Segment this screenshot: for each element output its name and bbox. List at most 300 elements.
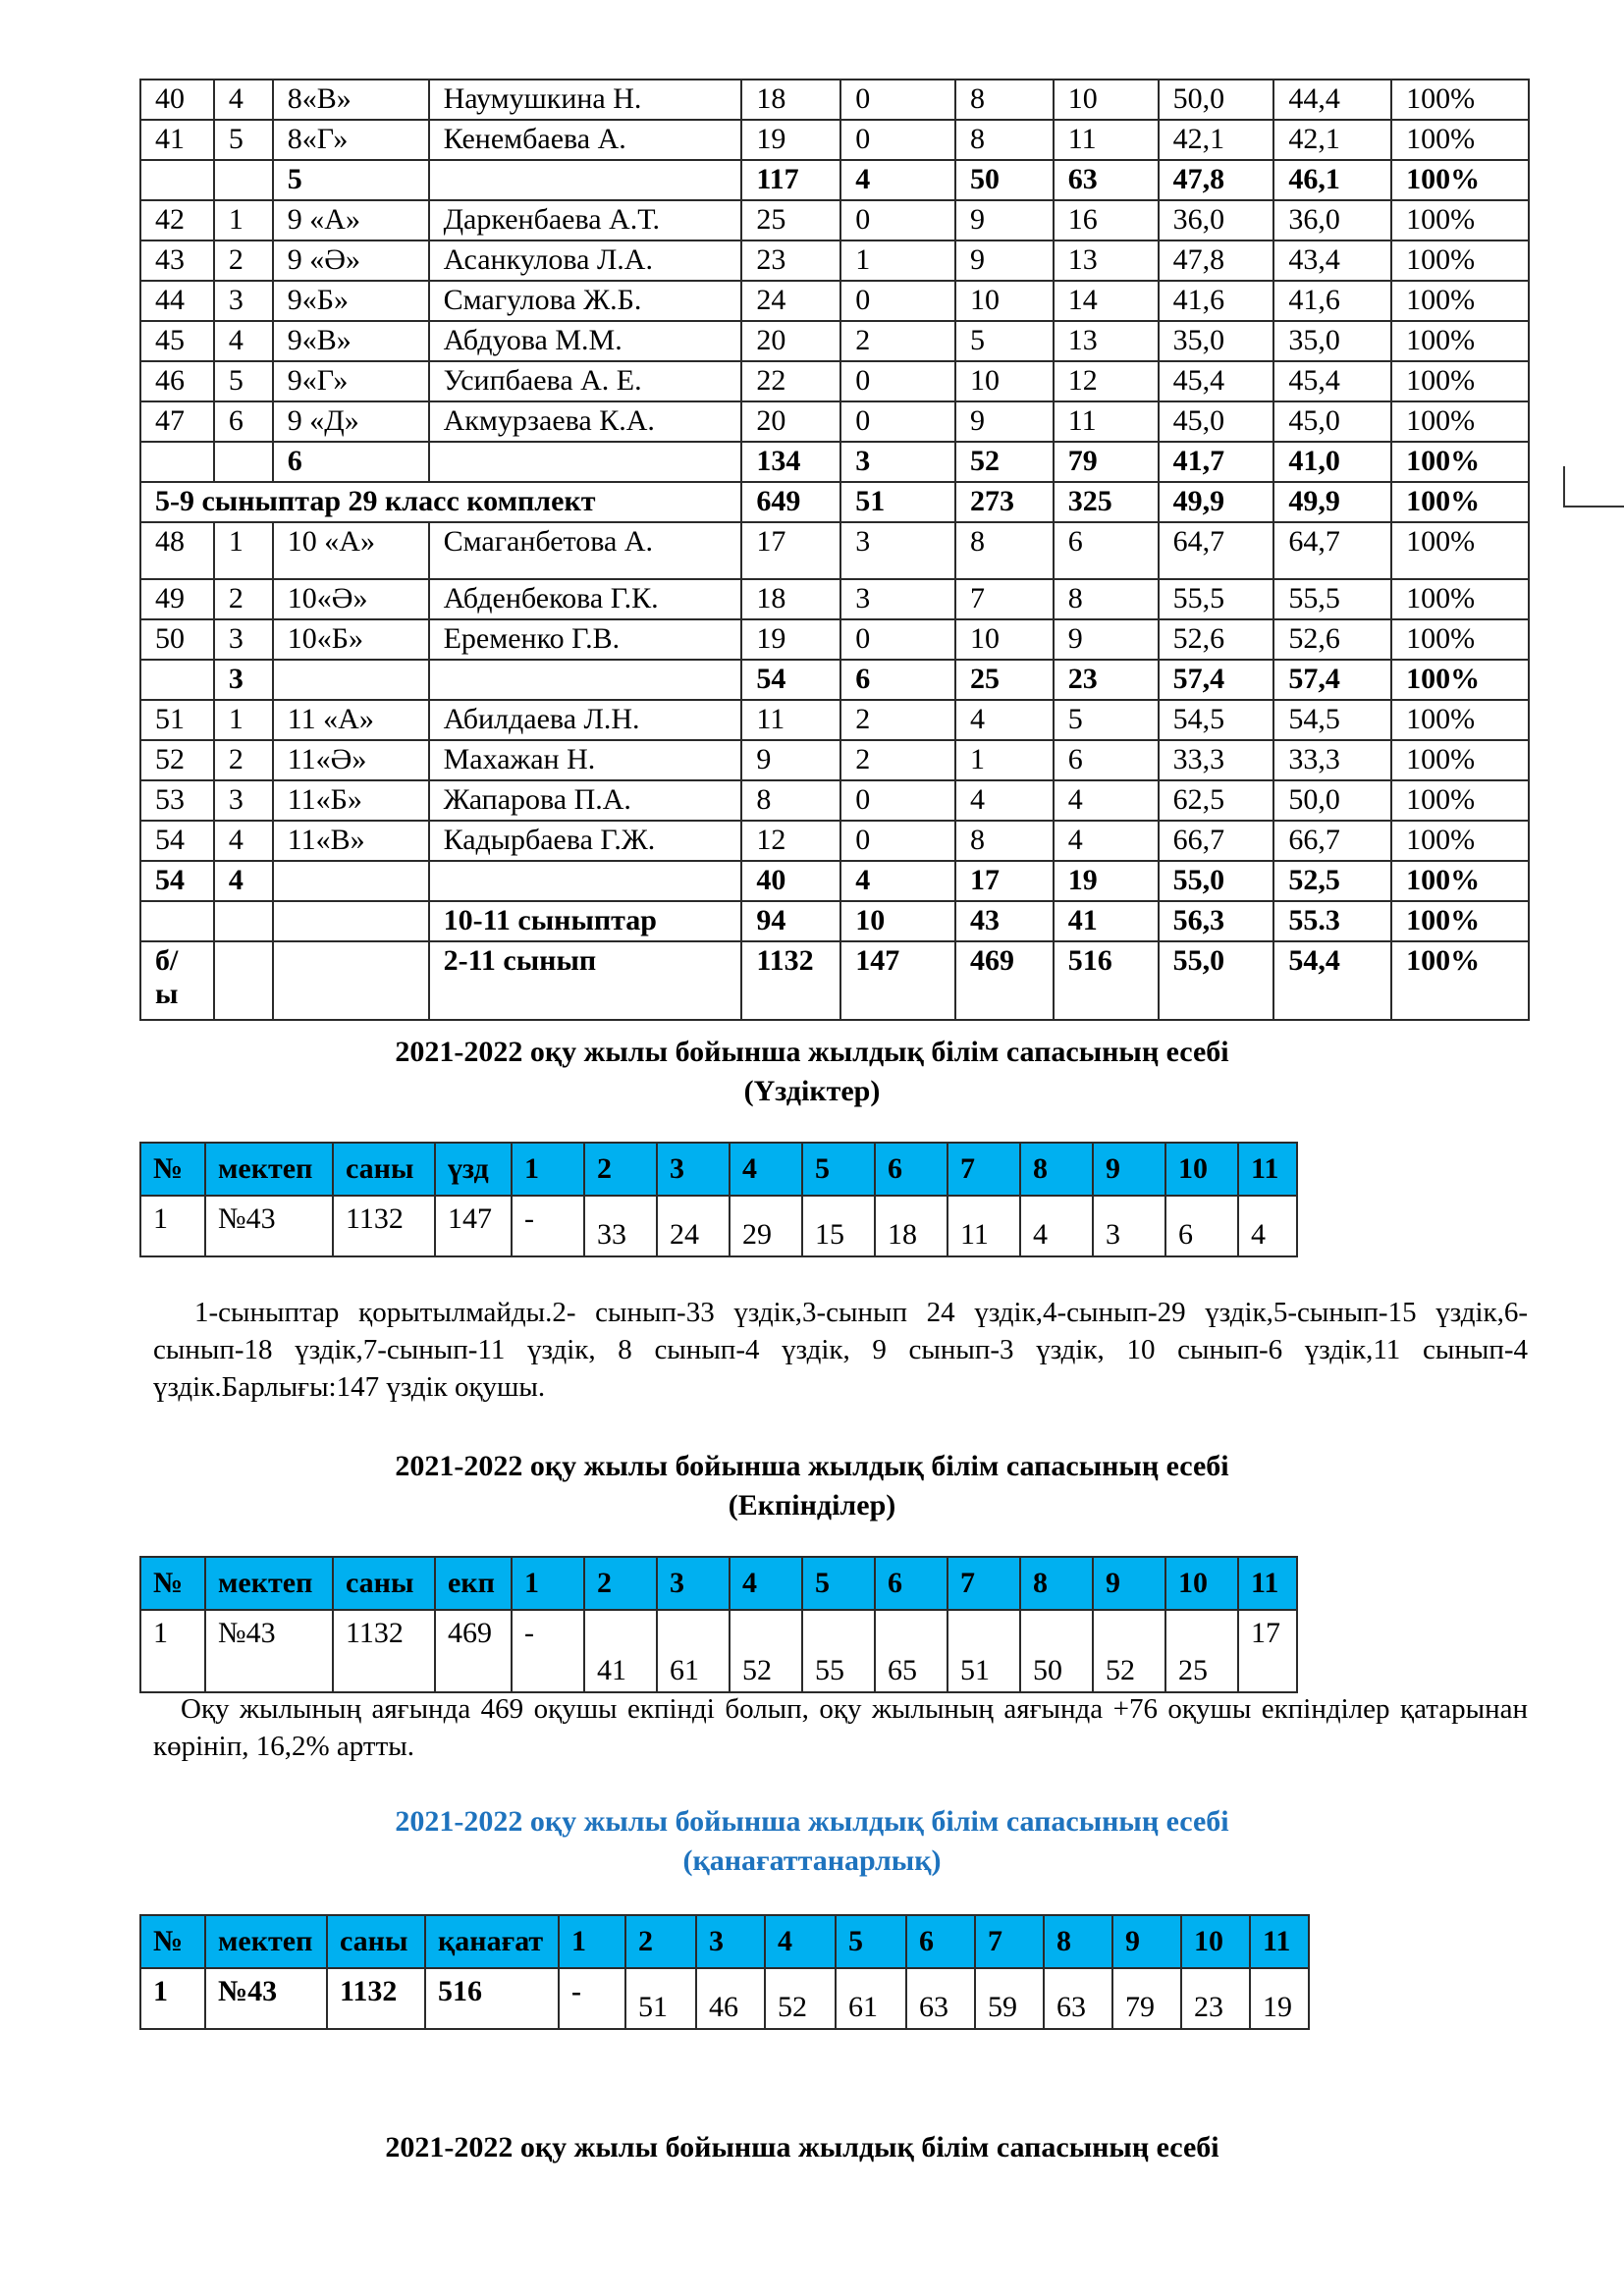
cell-progress: 55,0 bbox=[1159, 941, 1274, 1020]
grand-total-row bbox=[140, 941, 1529, 1020]
total-abbr-2: ы bbox=[155, 978, 179, 1010]
cell-satisfactory: 4 bbox=[1054, 821, 1159, 861]
cell-satisfactory: 11 bbox=[1054, 401, 1159, 442]
cell-quality: 50,0 bbox=[1273, 780, 1391, 821]
cell-cls: 9«Б» bbox=[273, 281, 429, 321]
cell-n: 51 bbox=[140, 700, 214, 740]
cell-n: 41 bbox=[140, 120, 214, 160]
cell-satisfactory: 4 bbox=[1054, 780, 1159, 821]
column-header: екп bbox=[435, 1557, 512, 1610]
table-row bbox=[140, 80, 1529, 120]
cell-quality: 54,5 bbox=[1273, 700, 1391, 740]
column-header: 6 bbox=[875, 1557, 947, 1610]
table-row bbox=[140, 780, 1529, 821]
cell-n: 44 bbox=[140, 281, 214, 321]
cell-good: 10 bbox=[955, 361, 1054, 401]
column-header: саны bbox=[327, 1915, 425, 1968]
column-header: 7 bbox=[947, 1143, 1020, 1196]
cell-excellent: 0 bbox=[840, 401, 955, 442]
subtotal-row bbox=[140, 660, 1529, 700]
cell-satisfactory: 12 bbox=[1054, 361, 1159, 401]
table-cell: 18 bbox=[875, 1196, 947, 1256]
cell-cls: 8«В» bbox=[273, 80, 429, 120]
table-cell: 19 bbox=[1250, 1968, 1309, 2029]
cell-quality: 43,4 bbox=[1273, 240, 1391, 281]
table-cell: №43 bbox=[205, 1968, 327, 2029]
cell-progress: 45,4 bbox=[1159, 361, 1274, 401]
cell-i: 4 bbox=[214, 80, 273, 120]
cell-satisfactory: 325 bbox=[1054, 482, 1159, 522]
cell-quality: 44,4 bbox=[1273, 80, 1391, 120]
cell-satisfactory: 9 bbox=[1054, 619, 1159, 660]
table-row bbox=[140, 700, 1529, 740]
column-header: 3 bbox=[696, 1915, 765, 1968]
cell-total: 1132 bbox=[741, 941, 840, 1020]
cell-teacher: Даркенбаева А.Т. bbox=[429, 200, 742, 240]
cell-n: 49 bbox=[140, 579, 214, 619]
cell-success: 100% bbox=[1391, 901, 1529, 941]
cell-teacher bbox=[429, 660, 742, 700]
cell-success: 100% bbox=[1391, 361, 1529, 401]
cell-total: 23 bbox=[741, 240, 840, 281]
cell-i: 3 bbox=[214, 619, 273, 660]
cell-cls: 8«Г» bbox=[273, 120, 429, 160]
cell-good: 469 bbox=[955, 941, 1054, 1020]
cell-progress: 36,0 bbox=[1159, 200, 1274, 240]
cell-teacher: Усипбаева А. Е. bbox=[429, 361, 742, 401]
column-header: 4 bbox=[730, 1557, 802, 1610]
column-header: 5 bbox=[802, 1143, 875, 1196]
column-header: 7 bbox=[947, 1557, 1020, 1610]
table-row bbox=[140, 200, 1529, 240]
column-header: 1 bbox=[512, 1557, 584, 1610]
cell-satisfactory: 14 bbox=[1054, 281, 1159, 321]
cell-progress: 64,7 bbox=[1159, 522, 1274, 579]
cell-success: 100% bbox=[1391, 442, 1529, 482]
cell-n: 47 bbox=[140, 401, 214, 442]
cell-cls: 9 «Ә» bbox=[273, 240, 429, 281]
cell-quality: 49,9 bbox=[1273, 482, 1391, 522]
table-row bbox=[140, 1610, 1297, 1692]
cell-total: 40 bbox=[741, 861, 840, 901]
cell-success: 100% bbox=[1391, 780, 1529, 821]
table-cell: 17 bbox=[1238, 1610, 1297, 1692]
good-title: 2021-2022 оқу жылы бойынша жылдық білім сапасының есебі bbox=[395, 1450, 1229, 1482]
table-row bbox=[140, 321, 1529, 361]
cell-total: 20 bbox=[741, 321, 840, 361]
cell-satisfactory: 6 bbox=[1054, 740, 1159, 780]
cell-total: 24 bbox=[741, 281, 840, 321]
class-results-table bbox=[139, 79, 1530, 1021]
summary-label: 5-9 сыныптар 29 класс комплект bbox=[140, 482, 741, 522]
column-header: қанағат bbox=[425, 1915, 559, 1968]
column-header: мектеп bbox=[205, 1557, 333, 1610]
cell-satisfactory: 13 bbox=[1054, 321, 1159, 361]
summary-row-5-9 bbox=[140, 482, 1529, 522]
cell-good: 5 bbox=[955, 321, 1054, 361]
table-cell: 51 bbox=[625, 1968, 696, 2029]
cell-success: 100% bbox=[1391, 700, 1529, 740]
cell-quality: 36,0 bbox=[1273, 200, 1391, 240]
cell-progress: 41,7 bbox=[1159, 442, 1274, 482]
cell-i: 6 bbox=[214, 401, 273, 442]
column-header: 3 bbox=[657, 1143, 730, 1196]
cell-success: 100% bbox=[1391, 579, 1529, 619]
cell-quality: 52,6 bbox=[1273, 619, 1391, 660]
cell-i: 5 bbox=[214, 361, 273, 401]
cell-good: 43 bbox=[955, 901, 1054, 941]
section-title-satisfactory bbox=[0, 1802, 1624, 1881]
cell-i: 1 bbox=[214, 700, 273, 740]
cell-good: 52 bbox=[955, 442, 1054, 482]
column-header: 10 bbox=[1181, 1915, 1250, 1968]
cell-excellent: 0 bbox=[840, 780, 955, 821]
cell-good: 9 bbox=[955, 401, 1054, 442]
cell-satisfactory: 5 bbox=[1054, 700, 1159, 740]
cell-total: 94 bbox=[741, 901, 840, 941]
cell-n bbox=[140, 901, 214, 941]
table-row bbox=[140, 579, 1529, 619]
cell-quality: 46,1 bbox=[1273, 160, 1391, 200]
cell-good: 9 bbox=[955, 200, 1054, 240]
table-row bbox=[140, 401, 1529, 442]
cell-n: 43 bbox=[140, 240, 214, 281]
cell-teacher: Абденбекова Г.К. bbox=[429, 579, 742, 619]
cell-excellent: 2 bbox=[840, 740, 955, 780]
cell-i: 4 bbox=[214, 321, 273, 361]
cell-excellent: 0 bbox=[840, 361, 955, 401]
excellent-title: 2021-2022 оқу жылы бойынша жылдық білім сапасының есебі bbox=[395, 1036, 1229, 1068]
column-header: 5 bbox=[836, 1915, 906, 1968]
column-header: № bbox=[140, 1915, 205, 1968]
cell-total: 11 bbox=[741, 700, 840, 740]
satisfactory-table bbox=[139, 1914, 1310, 2030]
column-header: 1 bbox=[559, 1915, 625, 1968]
table-row bbox=[140, 1968, 1309, 2029]
cell-teacher bbox=[429, 442, 742, 482]
excellent-table bbox=[139, 1142, 1298, 1257]
column-header: 8 bbox=[1044, 1915, 1112, 1968]
column-header: саны bbox=[333, 1557, 435, 1610]
column-header: 9 bbox=[1093, 1143, 1165, 1196]
cell-progress: 35,0 bbox=[1159, 321, 1274, 361]
cell-success: 100% bbox=[1391, 861, 1529, 901]
cell-success: 100% bbox=[1391, 522, 1529, 579]
cell-cls: 5 bbox=[273, 160, 429, 200]
cell-total: 19 bbox=[741, 619, 840, 660]
column-header: 10 bbox=[1165, 1557, 1238, 1610]
cell-satisfactory: 516 bbox=[1054, 941, 1159, 1020]
cell-satisfactory: 23 bbox=[1054, 660, 1159, 700]
cell-success: 100% bbox=[1391, 160, 1529, 200]
satisfactory-subtitle: (қанағаттанарлық) bbox=[682, 1844, 942, 1877]
table-cell: 59 bbox=[975, 1968, 1044, 2029]
column-header: 5 bbox=[802, 1557, 875, 1610]
cell-good: 8 bbox=[955, 522, 1054, 579]
cell-progress: 55,0 bbox=[1159, 861, 1274, 901]
cell-excellent: 147 bbox=[840, 941, 955, 1020]
table-cell: 29 bbox=[730, 1196, 802, 1256]
column-header: № bbox=[140, 1143, 205, 1196]
cell-i bbox=[214, 941, 273, 1020]
cell-cls: 10 «А» bbox=[273, 522, 429, 579]
header-row bbox=[140, 1143, 1297, 1196]
cell-quality: 35,0 bbox=[1273, 321, 1391, 361]
table-cell: - bbox=[512, 1196, 584, 1256]
cell-excellent: 2 bbox=[840, 321, 955, 361]
cell-good: 7 bbox=[955, 579, 1054, 619]
table-row bbox=[140, 361, 1529, 401]
cell-satisfactory: 11 bbox=[1054, 120, 1159, 160]
cell-quality: 54,4 bbox=[1273, 941, 1391, 1020]
table-cell: 3 bbox=[1093, 1196, 1165, 1256]
cell-n bbox=[140, 160, 214, 200]
table-cell: 61 bbox=[657, 1610, 730, 1692]
column-header: 10 bbox=[1165, 1143, 1238, 1196]
excellent-subtitle: (Үздіктер) bbox=[743, 1075, 881, 1107]
table-cell: 1132 bbox=[333, 1610, 435, 1692]
header-row bbox=[140, 1557, 1297, 1610]
cell-progress: 45,0 bbox=[1159, 401, 1274, 442]
cell-excellent: 3 bbox=[840, 522, 955, 579]
table-row bbox=[140, 240, 1529, 281]
cell-teacher: 2-11 сынып bbox=[429, 941, 742, 1020]
table-row bbox=[140, 120, 1529, 160]
cell-excellent: 10 bbox=[840, 901, 955, 941]
cell-n: 46 bbox=[140, 361, 214, 401]
table-cell: 11 bbox=[947, 1196, 1020, 1256]
cell-excellent: 4 bbox=[840, 160, 955, 200]
cell-i: 3 bbox=[214, 780, 273, 821]
table-cell: 41 bbox=[584, 1610, 657, 1692]
cell-i bbox=[214, 160, 273, 200]
column-header: саны bbox=[333, 1143, 435, 1196]
cell-cls: 11 «А» bbox=[273, 700, 429, 740]
cell-i: 2 bbox=[214, 240, 273, 281]
cell-excellent: 6 bbox=[840, 660, 955, 700]
cell-success: 100% bbox=[1391, 619, 1529, 660]
cell-teacher: Смагулова Ж.Б. bbox=[429, 281, 742, 321]
cell-progress: 57,4 bbox=[1159, 660, 1274, 700]
cell-excellent: 3 bbox=[840, 579, 955, 619]
table-cell: №43 bbox=[205, 1196, 333, 1256]
table-cell: 61 bbox=[836, 1968, 906, 2029]
cell-i bbox=[214, 442, 273, 482]
cell-quality: 42,1 bbox=[1273, 120, 1391, 160]
cell-i: 4 bbox=[214, 861, 273, 901]
column-header: 8 bbox=[1020, 1143, 1093, 1196]
cell-n: 50 bbox=[140, 619, 214, 660]
cell-i: 1 bbox=[214, 522, 273, 579]
cell-quality: 45,0 bbox=[1273, 401, 1391, 442]
table-cell: 55 bbox=[802, 1610, 875, 1692]
cell-progress: 33,3 bbox=[1159, 740, 1274, 780]
cell-cls bbox=[273, 660, 429, 700]
column-header: 2 bbox=[625, 1915, 696, 1968]
cell-excellent: 4 bbox=[840, 861, 955, 901]
cell-success: 100% bbox=[1391, 321, 1529, 361]
table-row bbox=[140, 281, 1529, 321]
cell-total: 9 bbox=[741, 740, 840, 780]
cell-i: 5 bbox=[214, 120, 273, 160]
cell-excellent: 0 bbox=[840, 281, 955, 321]
cell-satisfactory: 79 bbox=[1054, 442, 1159, 482]
cell-excellent: 3 bbox=[840, 442, 955, 482]
column-header: мектеп bbox=[205, 1915, 327, 1968]
cell-satisfactory: 63 bbox=[1054, 160, 1159, 200]
cell-progress: 54,5 bbox=[1159, 700, 1274, 740]
cell-satisfactory: 8 bbox=[1054, 579, 1159, 619]
cell-cls bbox=[273, 861, 429, 901]
cell-excellent: 0 bbox=[840, 80, 955, 120]
cell-satisfactory: 16 bbox=[1054, 200, 1159, 240]
cell-good: 4 bbox=[955, 780, 1054, 821]
cell-teacher: Смаганбетова А. bbox=[429, 522, 742, 579]
cell-progress: 49,9 bbox=[1159, 482, 1274, 522]
next-title: 2021-2022 оқу жылы бойынша жылдық білім сапасының есебі bbox=[385, 2131, 1219, 2163]
subtotal-row bbox=[140, 901, 1529, 941]
table-cell: 50 bbox=[1020, 1610, 1093, 1692]
cell-satisfactory: 41 bbox=[1054, 901, 1159, 941]
cell-total: 134 bbox=[741, 442, 840, 482]
table-cell: 1132 bbox=[327, 1968, 425, 2029]
cell-total: 649 bbox=[741, 482, 840, 522]
column-header: 1 bbox=[512, 1143, 584, 1196]
section-title-excellent bbox=[0, 1033, 1624, 1111]
good-subtitle: (Екпінділер) bbox=[728, 1489, 896, 1522]
cell-teacher bbox=[429, 160, 742, 200]
table-row bbox=[140, 740, 1529, 780]
cell-good: 50 bbox=[955, 160, 1054, 200]
corner-mark bbox=[1563, 466, 1624, 507]
cell-quality: 52,5 bbox=[1273, 861, 1391, 901]
total-abbr-1: б/ bbox=[155, 944, 179, 977]
cell-teacher: Кадырбаева Г.Ж. bbox=[429, 821, 742, 861]
cell-good: 4 bbox=[955, 700, 1054, 740]
cell-quality: 64,7 bbox=[1273, 522, 1391, 579]
table-row bbox=[140, 1196, 1297, 1256]
cell-teacher bbox=[429, 861, 742, 901]
column-header: 6 bbox=[906, 1915, 975, 1968]
cell-success: 100% bbox=[1391, 401, 1529, 442]
cell-n: 40 bbox=[140, 80, 214, 120]
cell-quality: 41,6 bbox=[1273, 281, 1391, 321]
cell-total: 19 bbox=[741, 120, 840, 160]
cell-success: 100% bbox=[1391, 200, 1529, 240]
cell-cls: 11«Б» bbox=[273, 780, 429, 821]
cell-n bbox=[140, 941, 214, 1020]
cell-cls: 9«Г» bbox=[273, 361, 429, 401]
cell-cls: 6 bbox=[273, 442, 429, 482]
table-cell: 46 bbox=[696, 1968, 765, 2029]
cell-good: 9 bbox=[955, 240, 1054, 281]
cell-i bbox=[214, 901, 273, 941]
table-cell: 516 bbox=[425, 1968, 559, 2029]
good-table bbox=[139, 1556, 1298, 1693]
cell-good: 273 bbox=[955, 482, 1054, 522]
column-header: 2 bbox=[584, 1143, 657, 1196]
good-note: Оқу жылының аяғында 469 оқушы екпінді болып, оқу жылының аяғында +76 оқушы екпінділер қатарынан көрініп, 16,2% артты. bbox=[153, 1693, 1528, 1762]
column-header: 9 bbox=[1112, 1915, 1181, 1968]
table-cell: 51 bbox=[947, 1610, 1020, 1692]
cell-total: 12 bbox=[741, 821, 840, 861]
cell-total: 20 bbox=[741, 401, 840, 442]
cell-i: 2 bbox=[214, 579, 273, 619]
table-cell: 63 bbox=[906, 1968, 975, 2029]
cell-n: 54 bbox=[140, 861, 214, 901]
column-header: 8 bbox=[1020, 1557, 1093, 1610]
cell-cls: 11«В» bbox=[273, 821, 429, 861]
cell-quality: 66,7 bbox=[1273, 821, 1391, 861]
cell-i: 1 bbox=[214, 200, 273, 240]
cell-cls: 9«В» bbox=[273, 321, 429, 361]
column-header: 7 bbox=[975, 1915, 1044, 1968]
table-cell: 1132 bbox=[333, 1196, 435, 1256]
cell-teacher: Асанкулова Л.А. bbox=[429, 240, 742, 281]
table-cell: 4 bbox=[1020, 1196, 1093, 1256]
table-cell: - bbox=[559, 1968, 625, 2029]
cell-i: 4 bbox=[214, 821, 273, 861]
header-row bbox=[140, 1915, 1309, 1968]
cell-cls: 10«Б» bbox=[273, 619, 429, 660]
cell-quality: 57,4 bbox=[1273, 660, 1391, 700]
cell-i: 3 bbox=[214, 660, 273, 700]
table-cell: 1 bbox=[140, 1196, 205, 1256]
cell-success: 100% bbox=[1391, 482, 1529, 522]
cell-satisfactory: 19 bbox=[1054, 861, 1159, 901]
cell-success: 100% bbox=[1391, 240, 1529, 281]
cell-good: 8 bbox=[955, 80, 1054, 120]
table-cell: №43 bbox=[205, 1610, 333, 1692]
cell-progress: 47,8 bbox=[1159, 160, 1274, 200]
cell-progress: 41,6 bbox=[1159, 281, 1274, 321]
column-header: 4 bbox=[765, 1915, 836, 1968]
cell-excellent: 0 bbox=[840, 821, 955, 861]
section-title-good bbox=[0, 1447, 1624, 1525]
satisfactory-title: 2021-2022 оқу жылы бойынша жылдық білім сапасының есебі bbox=[395, 1805, 1229, 1838]
cell-good: 8 bbox=[955, 821, 1054, 861]
cell-satisfactory: 10 bbox=[1054, 80, 1159, 120]
column-header: 11 bbox=[1250, 1915, 1309, 1968]
cell-quality: 41,0 bbox=[1273, 442, 1391, 482]
cell-progress: 62,5 bbox=[1159, 780, 1274, 821]
table-cell: 25 bbox=[1165, 1610, 1238, 1692]
cell-quality: 55.3 bbox=[1273, 901, 1391, 941]
cell-n: 45 bbox=[140, 321, 214, 361]
cell-cls bbox=[273, 901, 429, 941]
cell-teacher: Абилдаева Л.Н. bbox=[429, 700, 742, 740]
cell-excellent: 0 bbox=[840, 120, 955, 160]
cell-cls: 10«Ә» bbox=[273, 579, 429, 619]
cell-good: 8 bbox=[955, 120, 1054, 160]
column-header: 2 bbox=[584, 1557, 657, 1610]
cell-total: 54 bbox=[741, 660, 840, 700]
cell-excellent: 0 bbox=[840, 200, 955, 240]
cell-teacher: Кенембаева А. bbox=[429, 120, 742, 160]
cell-cls: 11«Ә» bbox=[273, 740, 429, 780]
table-row bbox=[140, 619, 1529, 660]
cell-n: 48 bbox=[140, 522, 214, 579]
cell-progress: 56,3 bbox=[1159, 901, 1274, 941]
cell-teacher: Наумушкина Н. bbox=[429, 80, 742, 120]
cell-progress: 47,8 bbox=[1159, 240, 1274, 281]
excellent-note: 1-сыныптар қорытылмайды.2- сынып-33 үздік,3-сынып 24 үздік,4-сынып-29 үздік,5-сынып-15 үздік,6-сынып-18 үздік,7-сынып-11 үздік, 8 сынып-4 үздік, 9 сынып-3 үздік, 10 сынып-6 үздік,11 сынып-4 үздік.Барлығы:147 үздік оқушы. bbox=[153, 1297, 1528, 1403]
cell-success: 100% bbox=[1391, 120, 1529, 160]
cell-total: 18 bbox=[741, 80, 840, 120]
table-row bbox=[140, 522, 1529, 579]
cell-cls: 9 «Д» bbox=[273, 401, 429, 442]
cell-good: 10 bbox=[955, 281, 1054, 321]
